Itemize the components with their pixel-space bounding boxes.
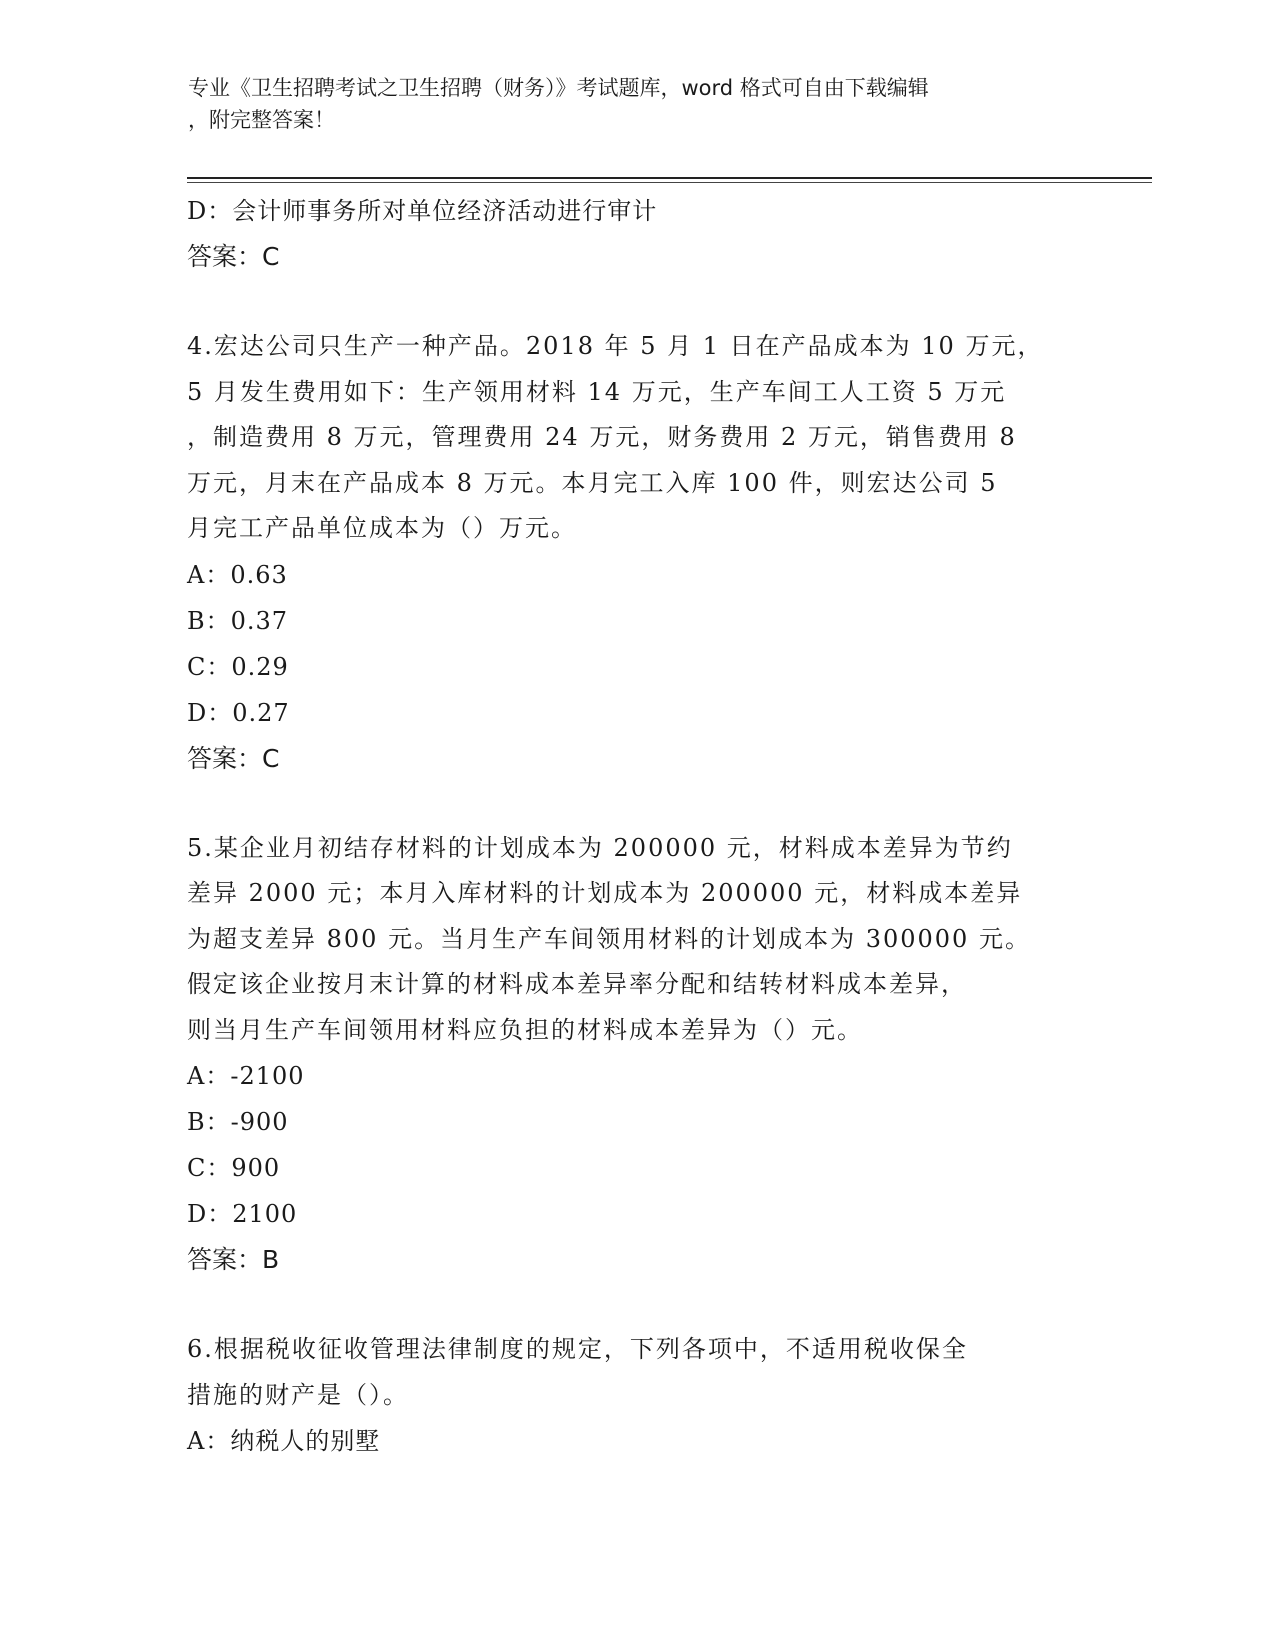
question-4 bbox=[187, 324, 1087, 782]
question-line: 为超支差异 800 元。当月生产车间领用材料的计划成本为 300000 元。 bbox=[187, 924, 1031, 953]
option-d: D：会计师事务所对单位经济活动进行审计 bbox=[187, 197, 658, 225]
option-c: C：0.29 bbox=[187, 652, 289, 681]
answer-line: 答案：C bbox=[187, 743, 280, 773]
option-c: C：900 bbox=[187, 1154, 281, 1182]
document-header bbox=[188, 72, 1068, 136]
spacer bbox=[187, 280, 1087, 324]
question-6 bbox=[187, 1327, 1087, 1464]
question-line: 月完工产品单位成本为（）万元。 bbox=[187, 514, 577, 542]
document-body bbox=[187, 188, 1087, 1464]
spacer bbox=[187, 782, 1087, 826]
question-line: 差异 2000 元；本月入库材料的计划成本为 200000 元，材料成本差异 bbox=[187, 879, 1023, 907]
option-d: D：0.27 bbox=[187, 698, 290, 727]
header-divider-thin bbox=[187, 182, 1152, 183]
question-stem bbox=[187, 1327, 1087, 1418]
question-line: 6.根据税收征收管理法律制度的规定，下列各项中，不适用税收保全 bbox=[187, 1335, 968, 1363]
spacer bbox=[187, 1283, 1087, 1327]
option-a: A：0.63 bbox=[187, 560, 288, 589]
answer-line: 答案：B bbox=[187, 1245, 280, 1274]
header-line-2: ，附完整答案！ bbox=[188, 108, 335, 132]
prev-question-tail bbox=[187, 188, 1087, 280]
option-b: B：0.37 bbox=[187, 606, 289, 635]
question-line: 万元，月末在产品成本 8 万元。本月完工入库 100 件，则宏达公司 5 bbox=[187, 468, 998, 497]
option-b: B：-900 bbox=[187, 1108, 289, 1136]
option-d: D：2100 bbox=[187, 1200, 298, 1228]
question-line: 措施的财产是（）。 bbox=[187, 1380, 409, 1409]
header-line-1: 专业《卫生招聘考试之卫生招聘（财务）》考试题库，word 格式可自由下载编辑 bbox=[188, 76, 929, 100]
question-5 bbox=[187, 826, 1087, 1284]
question-line: 假定该企业按月末计算的材料成本差异率分配和结转材料成本差异， bbox=[187, 970, 967, 998]
option-a: A：纳税人的别墅 bbox=[187, 1427, 381, 1455]
answer-line: 答案：C bbox=[187, 242, 280, 271]
question-stem bbox=[187, 324, 1087, 552]
question-line: 4.宏达公司只生产一种产品。2018 年 5 月 1 日在产品成本为 10 万元， bbox=[187, 332, 1044, 360]
question-line: 5.某企业月初结存材料的计划成本为 200000 元，材料成本差异为节约 bbox=[187, 833, 1013, 862]
header-divider-thick bbox=[187, 177, 1152, 179]
question-stem bbox=[187, 826, 1087, 1054]
option-a: A：-2100 bbox=[187, 1062, 305, 1090]
question-line: ，制造费用 8 万元，管理费用 24 万元，财务费用 2 万元，销售费用 8 bbox=[187, 423, 1017, 451]
question-line: 5 月发生费用如下：生产领用材料 14 万元，生产车间工人工资 5 万元 bbox=[187, 377, 1007, 406]
question-line: 则当月生产车间领用材料应负担的材料成本差异为（）元。 bbox=[187, 1015, 863, 1044]
